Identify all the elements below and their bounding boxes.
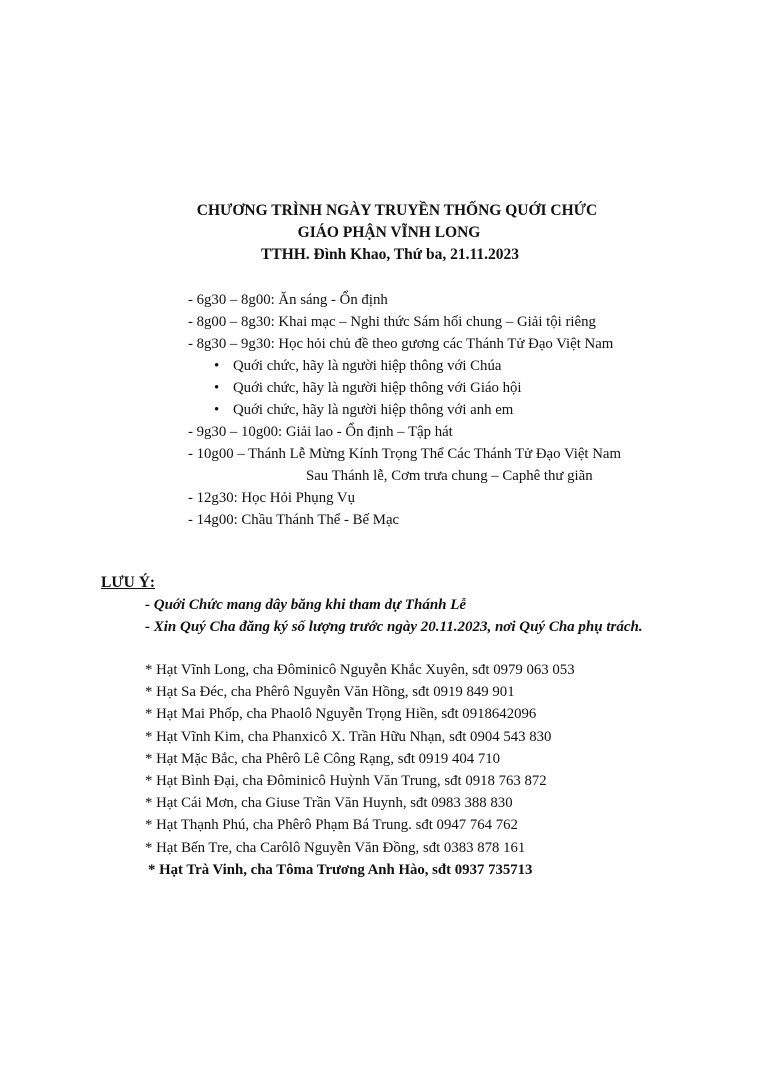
schedule-item: - 12g30: Học Hỏi Phụng Vụ (188, 490, 356, 506)
title-line-1: CHƯƠNG TRÌNH NGÀY TRUYỀN THỐNG QUỚI CHỨC (196, 202, 598, 219)
contact-item: * Hạt Vĩnh Long, cha Đôminicô Nguyễn Khắc Xuyên, sđt 0979 063 053 (145, 662, 575, 678)
schedule-item: - 6g30 – 8g00: Ăn sáng - Ổn định (188, 292, 388, 308)
schedule-item: - 10g00 – Thánh Lễ Mừng Kính Trọng Thể Các Thánh Tử Đạo Việt Nam (188, 446, 621, 462)
schedule-item: - 9g30 – 10g00: Giải lao - Ổn định – Tập hát (188, 424, 453, 440)
topic-text: Quới chức, hãy là người hiệp thông với Giáo hội (233, 380, 522, 396)
contact-item: * Hạt Bình Đại, cha Đôminicô Huỳnh Văn Trung, sđt 0918 763 872 (145, 773, 547, 790)
bullet-icon: • (214, 380, 220, 396)
schedule-item: - 8g00 – 8g30: Khai mạc – Nghi thức Sám hối chung – Giải tội riêng (188, 314, 596, 330)
contact-list (145, 659, 575, 881)
contact-item: * Hạt Vĩnh Kim, cha Phanxicô X. Trần Hữu Nhạn, sđt 0904 543 830 (145, 728, 552, 745)
topic-text: Quới chức, hãy là người hiệp thông với anh em (233, 402, 514, 418)
topic-bullet-list (188, 355, 621, 421)
topic-bullet-item (188, 399, 621, 421)
note-item: - Xin Quý Cha đăng ký số lượng trước ngày 20.11.2023, nơi Quý Cha phụ trách. (145, 619, 643, 635)
notes-heading: LƯU Ý: (101, 574, 156, 591)
topic-bullet-item (188, 355, 621, 377)
contact-item: * Hạt Thạnh Phú, cha Phêrô Phạm Bá Trung. sđt 0947 764 762 (145, 817, 518, 834)
contact-item: * Hạt Mai Phốp, cha Phaolô Nguyễn Trọng Hiền, sđt 0918642096 (145, 706, 537, 723)
contact-item: * Hạt Bến Tre, cha Carôlô Nguyễn Văn Đồng, sđt 0383 878 161 (145, 839, 526, 856)
title-line-3: TTHH. Đình Khao, Thứ ba, 21.11.2023 (261, 246, 519, 263)
schedule-item: - 14g00: Chầu Thánh Thể - Bế Mạc (188, 512, 400, 528)
note-item: - Quới Chức mang dây băng khi tham dự Thánh Lễ (145, 597, 467, 613)
contact-item: * Hạt Mặc Bắc, cha Phêrô Lê Công Rạng, sđt 0919 404 710 (145, 750, 501, 767)
contact-item: * Hạt Cái Mơn, cha Giuse Trần Văn Huynh, sđt 0983 388 830 (145, 795, 513, 812)
notes-list (145, 594, 643, 638)
document-title (0, 200, 764, 266)
schedule-list (188, 289, 621, 531)
contact-item: * Hạt Sa Đéc, cha Phêrô Nguyễn Văn Hồng, sđt 0919 849 901 (145, 684, 515, 701)
title-line-2: GIÁO PHẬN VĨNH LONG (297, 224, 481, 241)
contact-item: * Hạt Trà Vinh, cha Tôma Trương Anh Hào, sđt 0937 735713 (148, 861, 533, 878)
schedule-item-continuation: Sau Thánh lễ, Cơm trưa chung – Caphê thư giãn (306, 468, 593, 484)
bullet-icon: • (214, 402, 220, 418)
schedule-item: - 8g30 – 9g30: Học hỏi chủ đề theo gương các Thánh Tử Đạo Việt Nam (188, 336, 614, 352)
topic-text: Quới chức, hãy là người hiệp thông với Chúa (233, 358, 502, 374)
bullet-icon: • (214, 358, 220, 374)
topic-bullet-item (188, 377, 621, 399)
